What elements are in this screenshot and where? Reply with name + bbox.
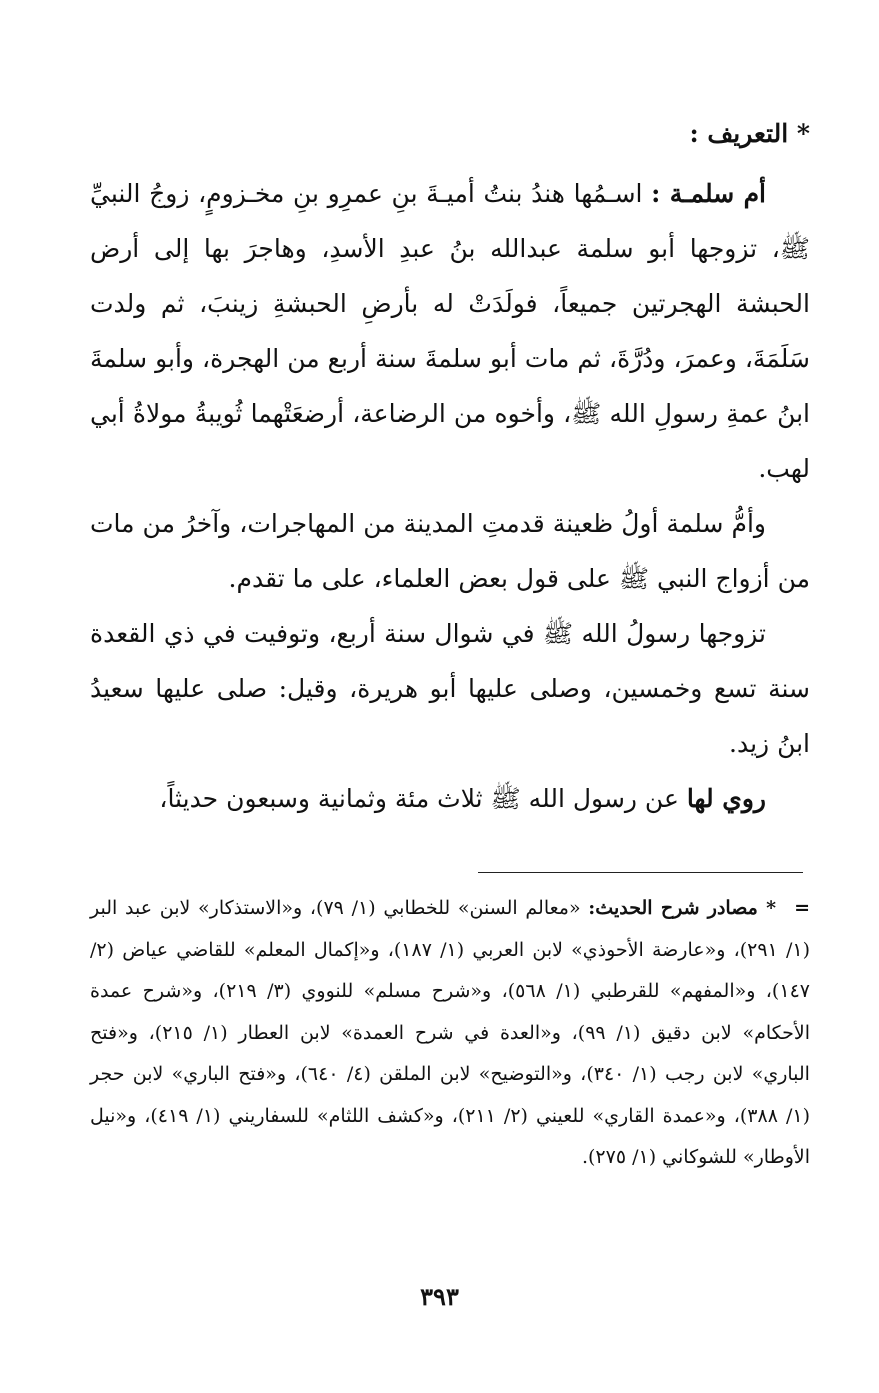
page-body <box>90 100 810 826</box>
footnote-marker: = <box>794 897 810 919</box>
paragraph-lead: أم سلمـة : <box>651 179 767 208</box>
paragraph-arrival <box>90 496 810 606</box>
paragraph-text: تزوجها رسولُ الله ﷺ في شوال سنة أربع، وتوفيت في ذي القعدة سنة تسع وخمسين، وصلى عليها أبو هريرة، وقيل: صلى عليها سعيدُ ابنُ زيد. <box>90 619 810 758</box>
main-text <box>90 166 810 826</box>
paragraph-text: اسـمُها هندُ بنتُ أميـةَ بنِ عمرِو بنِ مخـزومٍ، زوجُ النبيِّ ﷺ، تزوجها أبو سلمة عبدالله بنُ عبدِ الأسدِ، وهاجرَ بها إلى أرض الحبشة الهجرتين جميعاً، فولَدَتْ له بأرضِ الحبشةِ زينبَ، ثم ولدت سَلَمَةَ، وعمرَ، ودُرَّةَ، ثم مات أبو سلمةَ سنة أربع من الهجرة، وأبو سلمةَ ابنُ عمةِ رسولِ الله ﷺ، وأخوه من الرضاعة، أرضعَتْهما ثُويبةُ مولاةُ أبي لهب. <box>90 179 810 483</box>
paragraph-marriage <box>90 606 810 771</box>
paragraph-lead: روي لها <box>686 784 766 813</box>
footnote-text: «معالم السنن» للخطابي (١/ ٧٩)، و«الاستذكار» لابن عبد البر (١/ ٢٩١)، و«عارضة الأحوذي» لابن العربي (١/ ١٨٧)، و«إكمال المعلم» للقاضي عياض (٢/ ١٤٧)، و«المفهم» للقرطبي (١/ ٥٦٨)، و«شرح مسلم» للنووي (٣/ ٢١٩)، و«شرح عمدة الأحكام» لابن دقيق (١/ ٩٩)، و«العدة في شرح العمدة» لابن العطار (١/ ٢١٥)، و«فتح الباري» لابن رجب (١/ ٣٤٠)، و«التوضيح» لابن الملقن (٤/ ٦٤٠)، و«فتح الباري» لابن حجر (١/ ٣٨٨)، و«عمدة القاري» للعيني (٢/ ٢١١)، و«كشف اللثام» للسفاريني (١/ ٤١٩)، و«نيل الأوطار» للشوكاني (١/ ٢٧٥). <box>90 897 810 1168</box>
paragraph-narrations <box>90 771 810 826</box>
paragraph-text: عن رسول الله ﷺ ثلاث مئة وثمانية وسبعون حديثاً، <box>159 784 687 813</box>
section-heading: * التعريف : <box>689 119 810 148</box>
footnote <box>90 888 810 1179</box>
paragraph-text: وأمُّ سلمة أولُ ظعينة قدمتِ المدينة من المهاجرات، وآخرُ من مات من أزواج النبي ﷺ على قول بعض العلماء، على ما تقدم. <box>90 509 810 593</box>
footnote-lead: * مصادر شرح الحديث: <box>588 897 777 919</box>
page-number: ٣٩٣ <box>420 1282 459 1311</box>
footnote-divider <box>478 872 803 873</box>
paragraph-intro <box>90 166 810 496</box>
